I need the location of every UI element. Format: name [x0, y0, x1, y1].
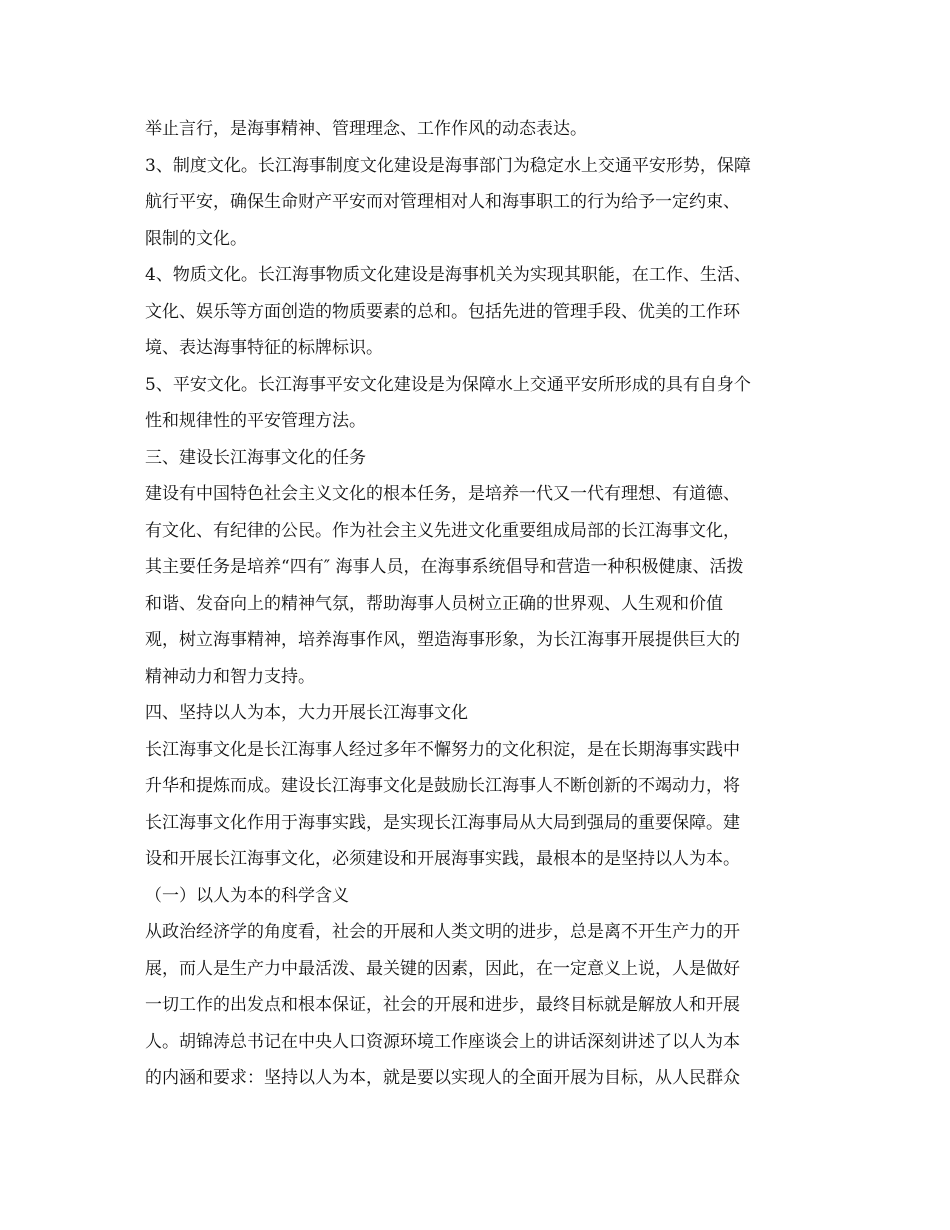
text-line: 升华和提炼而成。建设长江海事文化是鼓励长江海事人不断创新的不竭动力，将 [145, 776, 740, 796]
text-line: 文化、娱乐等方面创造的物质要素的总和。包括先进的管理手段、优美的工作环 [145, 301, 740, 322]
text-line: 长江海事文化作用于海事实践，是实现长江海事局从大局到强局的重要保障。建 [145, 812, 740, 833]
text-line: 和谐、发奋向上的精神气氛，帮助海事人员树立正确的世界观、人生观和价值 [145, 593, 723, 614]
document-body [145, 111, 810, 1097]
text-line: 4、物质文化。长江海事物质文化建设是海事机关为实现其职能，在工作、生活、 [145, 265, 751, 285]
text-line: 5、平安文化。长江海事平安文化建设是为保障水上交通平安所形成的具有自身个 [145, 374, 751, 395]
text-line: 3、制度文化。长江海事制度文化建设是海事部门为稳定水上交通平安形势，保障 [145, 155, 751, 176]
text-line: 举止言行，是海事精神、管理理念、工作作风的动态表达。 [145, 119, 587, 139]
text-line: 航行平安，确保生命财产平安而对管理相对人和海事职工的行为给予一定约束、 [145, 192, 740, 212]
text-line: 的内涵和要求：坚持以人为本，就是要以实现人的全面开展为目标，从人民群众 [145, 1068, 740, 1088]
text-line: 其主要任务是培养“四有″ 海事人员，在海事系统倡导和营造一种积极健康、活拨 [145, 557, 744, 577]
text-line: 建设有中国特色社会主义文化的根本任务，是培养一代又一代有理想、有道德、 [145, 484, 740, 504]
section-heading: 四、坚持以人为本，大力开展长江海事文化 [145, 703, 468, 723]
text-line: 有文化、有纪律的公民。作为社会主义先进文化重要组成局部的长江海事文化， [145, 520, 740, 541]
text-line: 性和规律性的平安管理方法。 [145, 411, 366, 431]
text-line: 人。胡锦涛总书记在中央人口资源环境工作座谈会上的讲话深刻讲述了以人为本 [145, 1031, 740, 1052]
text-line: 观，树立海事精神，培养海事作风，塑造海事形象，为长江海事开展提供巨大的 [145, 630, 740, 650]
text-line: 长江海事文化是长江海事人经过多年不懈努力的文化积淀，是在长期海事实践中 [145, 739, 740, 760]
text-line: 限制的文化。 [145, 228, 247, 249]
section-heading: 三、建设长江海事文化的任务 [145, 447, 366, 468]
text-line: 从政治经济学的角度看，社会的开展和人类文明的进步，总是离不开生产力的开 [145, 922, 740, 942]
text-line: 设和开展长江海事文化，必须建设和开展海事实践，最根本的是坚持以人为本。 [145, 849, 740, 869]
subsection-heading: （一）以人为本的科学含义 [145, 885, 349, 906]
text-line: 精神动力和智力支持。 [145, 666, 315, 687]
text-line: 展，而人是生产力中最活泼、最关键的因素，因此，在一定意义上说，人是做好 [145, 958, 740, 979]
text-line: 一切工作的出发点和根本保证，社会的开展和进步，最终目标就是解放人和开展 [145, 995, 740, 1015]
text-line: 境、表达海事特征的标牌标识。 [145, 338, 383, 358]
